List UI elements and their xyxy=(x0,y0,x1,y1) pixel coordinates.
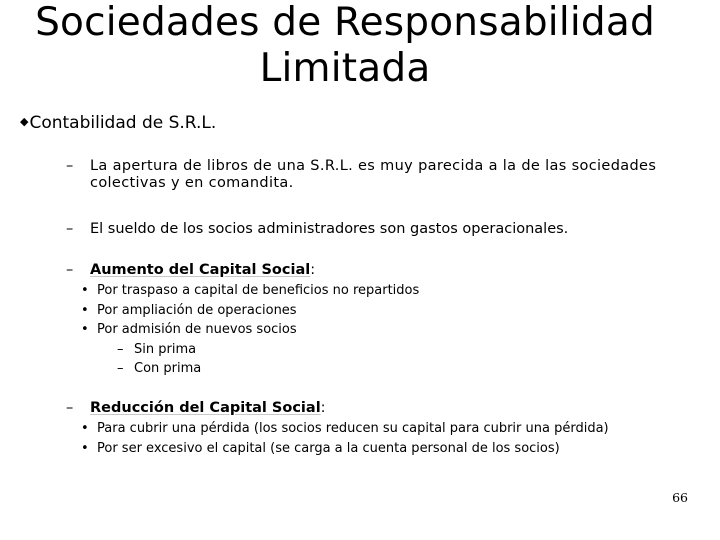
sublist-item-text: Para cubrir una pérdida (los socios reducen su capital para cubrir una pérdida) xyxy=(97,421,609,436)
dot-bullet-icon: • xyxy=(81,322,89,337)
dash-bullet: – xyxy=(66,400,74,416)
prima-sublist xyxy=(66,340,710,379)
dash-bullet: – xyxy=(117,361,124,376)
list-item-text: La apertura de libros de una S.R.L. es muy parecida a la de las sociedades colectivas y en comandita. xyxy=(90,158,657,191)
aumento-heading: Aumento del Capital Social xyxy=(90,262,311,278)
page-number: 66 xyxy=(672,490,688,505)
list-item-reduccion xyxy=(66,400,710,458)
subsublist-item xyxy=(66,359,710,379)
list-item-sueldo xyxy=(66,221,710,238)
reduccion-heading: Reducción del Capital Social xyxy=(90,400,321,416)
subsublist-item-text: Con prima xyxy=(134,361,202,376)
reduccion-sublist xyxy=(66,419,710,458)
heading-colon: : xyxy=(320,400,326,416)
heading-colon: : xyxy=(310,262,316,278)
sublist-item-text: Por ampliación de operaciones xyxy=(97,302,297,318)
sublist-item xyxy=(66,281,710,301)
dash-bullet: – xyxy=(66,221,74,237)
dot-bullet-icon: • xyxy=(81,440,89,456)
subsublist-container xyxy=(66,340,710,379)
sublist-item xyxy=(66,419,710,439)
dash-bullet: – xyxy=(117,341,124,357)
dot-bullet-icon: • xyxy=(81,421,89,436)
slide-title-line-1: Sociedades de Responsabilidad xyxy=(35,0,655,45)
list-item-apertura xyxy=(66,158,710,192)
sublist-item-text: Por ser excesivo el capital (se carga a la cuenta personal de los socios) xyxy=(97,440,560,456)
sublist-item-text: Por admisión de nuevos socios xyxy=(97,322,297,337)
subsublist-item-text: Sin prima xyxy=(134,341,197,357)
sublist-item xyxy=(66,320,710,340)
dash-bullet: – xyxy=(66,262,74,278)
aumento-sublist xyxy=(66,281,710,379)
list-item-text: El sueldo de los socios administradores son gastos operacionales. xyxy=(90,221,569,237)
list-item-aumento xyxy=(66,262,710,379)
sublist-item xyxy=(66,301,710,321)
slide-title xyxy=(0,0,690,92)
subsublist-item xyxy=(66,340,710,360)
dot-bullet-icon: • xyxy=(81,302,89,318)
section-heading xyxy=(20,111,216,134)
sublist-item-text: Por traspaso a capital de beneficios no repartidos xyxy=(97,283,420,298)
sublist-item xyxy=(66,439,710,459)
slide-title-line-2: Limitada xyxy=(259,46,431,91)
dot-bullet-icon: • xyxy=(81,283,89,298)
dash-bullet: – xyxy=(66,158,74,174)
section-heading-text: Contabilidad de S.R.L. xyxy=(29,113,217,133)
diamond-bullet-icon: ◆ xyxy=(20,115,29,128)
